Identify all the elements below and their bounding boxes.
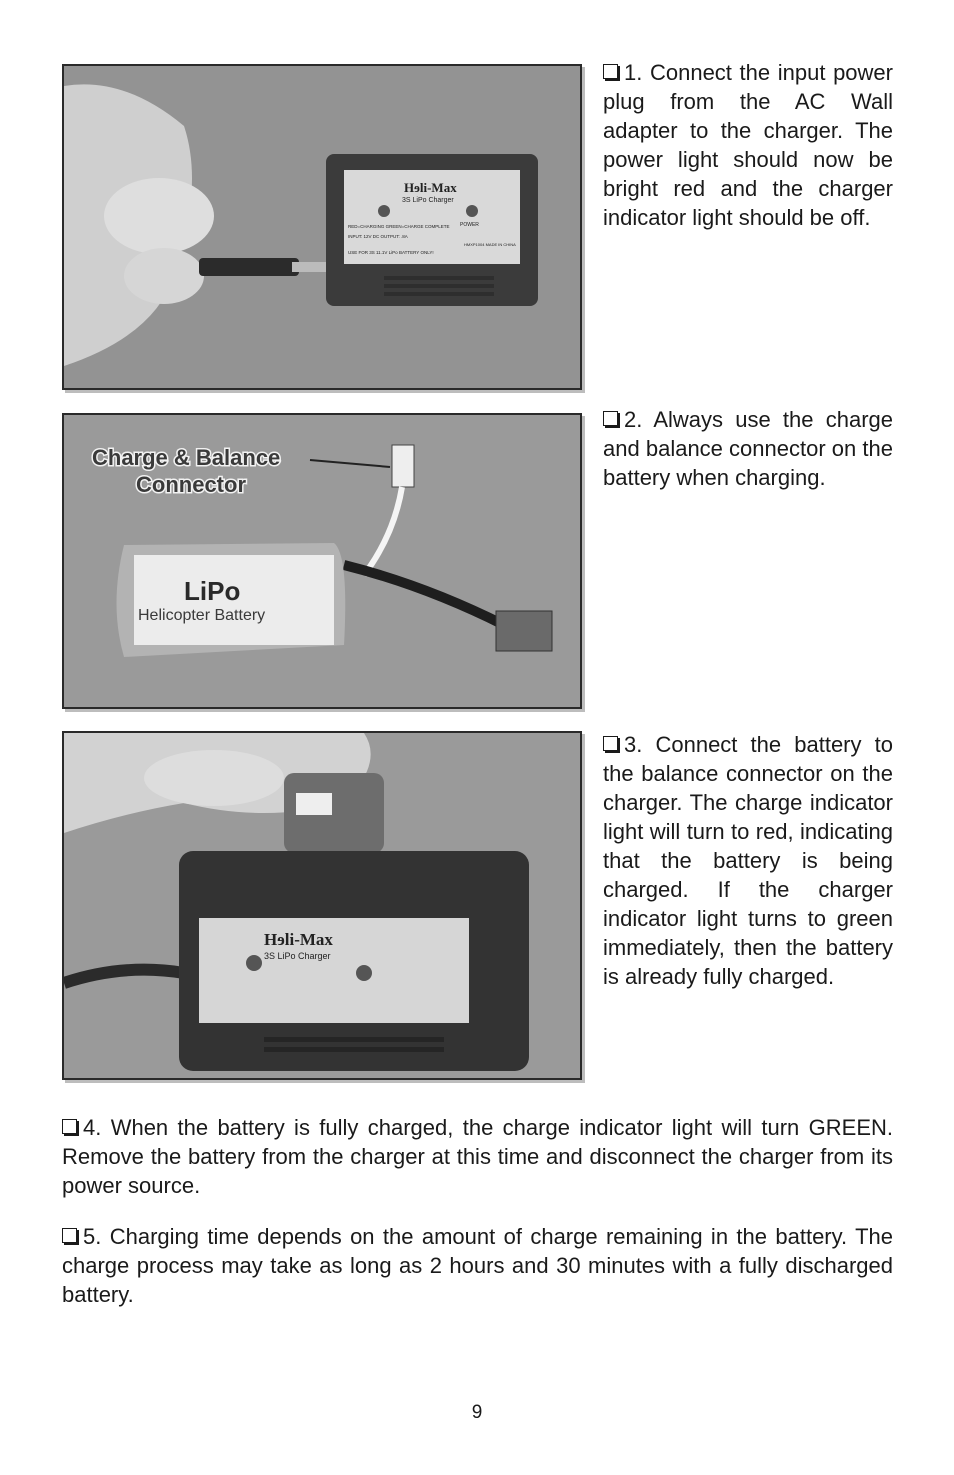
- charger-brand-text: Hɘli-Max: [404, 180, 457, 195]
- charger-legend-text: RED=CHARGING GREEN=CHARGE COMPLETE: [348, 224, 450, 229]
- step-4-text: 4. When the battery is fully charged, the charge indicator light will turn GREEN. Remove the battery from the charger at this time and disconnect the charger from its power source.: [62, 1115, 893, 1198]
- checkbox-icon: [603, 736, 618, 751]
- charger-input-text: INPUT: 12V DC OUTPUT: .8A: [348, 234, 408, 239]
- charger-model-text-2: 3S LiPo Charger: [264, 951, 331, 961]
- step-3: [603, 730, 893, 991]
- step-2: [603, 405, 893, 492]
- battery-title-text: LiPo: [184, 576, 241, 606]
- step-2-text: 2. Always use the charge and balance connector on the battery when charging.: [603, 407, 893, 490]
- photo-battery-connected: [62, 731, 582, 1080]
- checkbox-icon: [62, 1119, 77, 1134]
- page-number: 9: [471, 1402, 483, 1423]
- step-1: [603, 58, 893, 232]
- charger-power-text: POWER: [460, 222, 479, 228]
- charger-warning-text: USE FOR 3S 11.1V LiPo BATTERY ONLY!: [348, 250, 434, 255]
- callout-text: Charge & Balance: [92, 445, 281, 470]
- step-3-text: 3. Connect the battery to the balance connector on the charger. The charge indicator light will turn to red, indicating that the battery is being charged. If the charger indicator light turns to green immediately, then the battery is already fully charged.: [603, 732, 893, 989]
- step-1-text: 1. Connect the input power plug from the AC Wall adapter to the charger. The power light should now be bright red and the charger indicator light should be off.: [603, 60, 893, 230]
- charger-brand-text-2: Hɘli-Max: [264, 930, 333, 949]
- checkbox-icon: [603, 64, 618, 79]
- charger-model-text: 3S LiPo Charger: [402, 197, 454, 204]
- photo-charger-power-plug: [62, 64, 582, 390]
- callout-text-2: Connector: [136, 472, 246, 497]
- photo-lipo-battery: [62, 413, 582, 709]
- step-5: [62, 1222, 893, 1309]
- charger-code-text: HMXP1004 MADE IN CHINA: [464, 242, 516, 247]
- battery-subtitle-text: Helicopter Battery: [138, 607, 266, 624]
- checkbox-icon: [603, 411, 618, 426]
- checkbox-icon: [62, 1228, 77, 1243]
- step-4: [62, 1113, 893, 1200]
- step-5-text: 5. Charging time depends on the amount of charge remaining in the battery. The charge process may take as long as 2 hours and 30 minutes with a fully discharged battery.: [62, 1224, 893, 1307]
